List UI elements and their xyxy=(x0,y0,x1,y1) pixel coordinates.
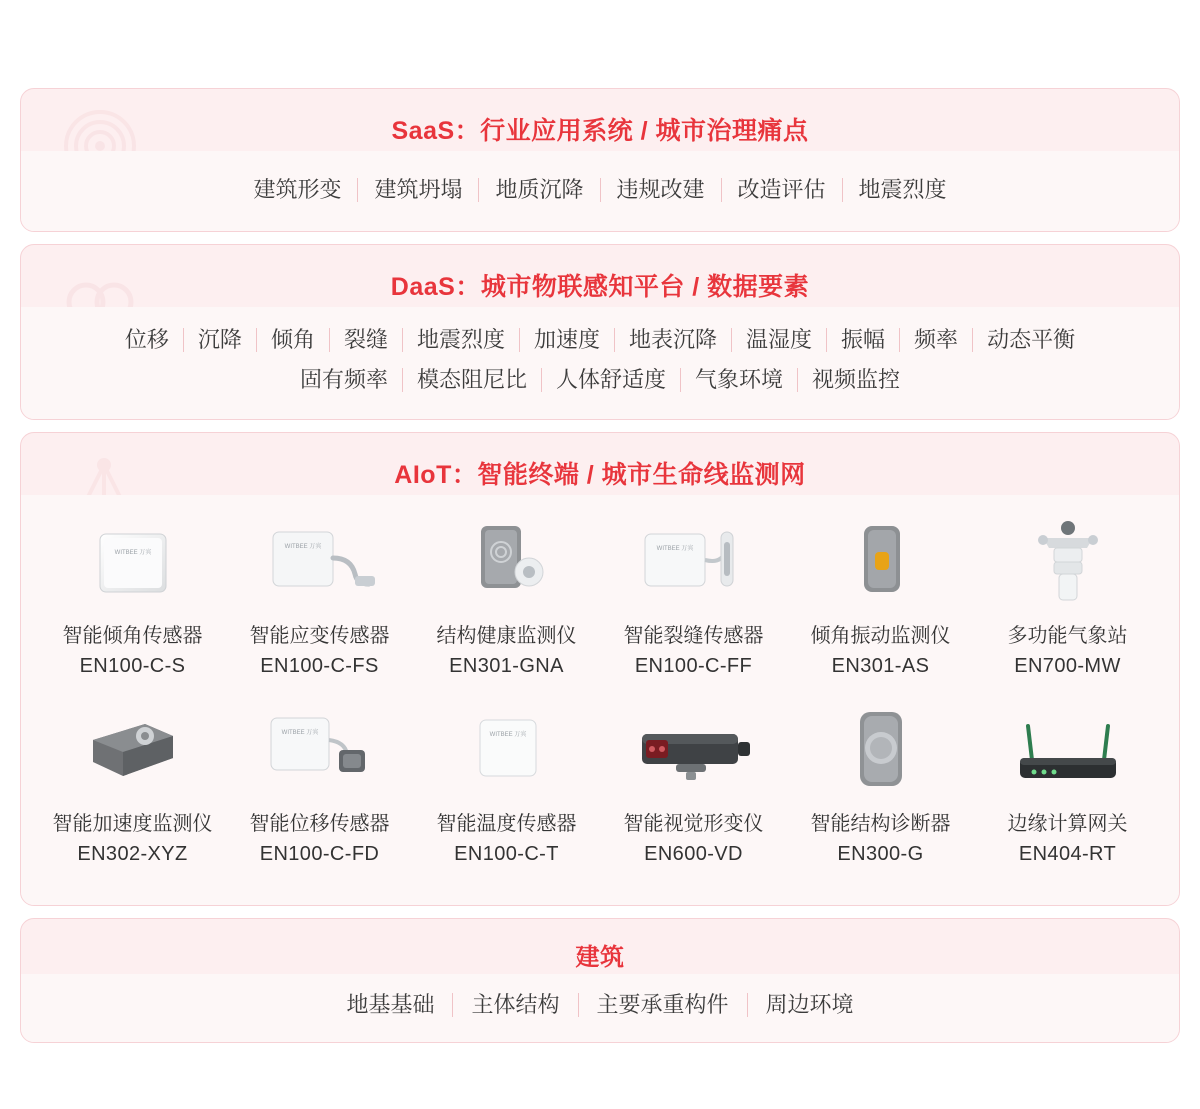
saas-title xyxy=(21,89,1179,151)
daas-tag: 频率 xyxy=(914,327,959,352)
svg-text:WITBEE 万宾: WITBEE 万宾 xyxy=(656,546,693,552)
saas-title-prefix: SaaS： xyxy=(391,117,481,145)
saas-tag-row xyxy=(21,153,1179,231)
crack-sensor-icon xyxy=(619,515,769,611)
daas-tag: 加速度 xyxy=(533,327,600,352)
device-card[interactable] xyxy=(974,697,1161,879)
device-name: 智能视觉形变仪 xyxy=(623,813,764,835)
aiot-title-prefix: AIoT： xyxy=(394,461,478,489)
saas-body xyxy=(21,151,1179,231)
building-layer-card xyxy=(20,918,1180,1043)
device-name: 倾角振动监测仪 xyxy=(810,625,951,647)
svg-text:WITBEE 万宾: WITBEE 万宾 xyxy=(284,544,321,550)
daas-tag: 固有频率 xyxy=(299,367,388,392)
daas-tag: 模态阻尼比 xyxy=(416,367,527,392)
svg-text:WITBEE 万宾: WITBEE 万宾 xyxy=(114,550,151,556)
device-card[interactable] xyxy=(39,509,226,691)
device-model: EN100-C-FS xyxy=(260,655,379,677)
device-name: 结构健康监测仪 xyxy=(436,625,577,647)
saas-tag: 建筑形变 xyxy=(253,177,342,202)
device-card[interactable] xyxy=(413,509,600,691)
saas-tag: 地震烈度 xyxy=(858,177,947,202)
daas-tag: 裂缝 xyxy=(343,327,388,352)
aiot-title xyxy=(21,433,1179,495)
daas-tag: 动态平衡 xyxy=(987,327,1076,352)
device-name: 多功能气象站 xyxy=(1007,625,1128,647)
device-name: 智能应变传感器 xyxy=(249,625,390,647)
daas-title-prefix: DaaS： xyxy=(390,273,481,301)
device-model: EN300-G xyxy=(837,843,924,865)
svg-text:WITBEE 万宾: WITBEE 万宾 xyxy=(489,732,526,738)
device-card[interactable] xyxy=(787,697,974,879)
daas-body xyxy=(21,307,1179,419)
building-tag: 地基基础 xyxy=(346,992,435,1017)
weather-station-icon xyxy=(993,515,1143,611)
daas-tag: 温湿度 xyxy=(746,327,813,352)
device-model: EN302-XYZ xyxy=(77,843,188,865)
daas-tag: 气象环境 xyxy=(695,367,784,392)
daas-tag: 地震烈度 xyxy=(416,327,505,352)
displacement-sensor-icon xyxy=(245,703,395,799)
daas-tag: 地表沉降 xyxy=(629,327,718,352)
device-name: 智能位移传感器 xyxy=(249,813,390,835)
device-name: 智能倾角传感器 xyxy=(62,625,203,647)
daas-tag-row-1 xyxy=(21,307,1179,361)
device-card[interactable] xyxy=(413,697,600,879)
daas-tag: 倾角 xyxy=(270,327,315,352)
daas-tag: 位移 xyxy=(124,327,169,352)
vision-deformation-camera-icon xyxy=(619,703,769,799)
daas-tag: 沉降 xyxy=(197,327,242,352)
device-model: EN700-MW xyxy=(1014,655,1121,677)
device-grid xyxy=(21,495,1179,905)
device-model: EN301-AS xyxy=(831,655,930,677)
strain-sensor-icon xyxy=(245,515,395,611)
saas-tag: 改造评估 xyxy=(737,177,826,202)
device-card[interactable] xyxy=(39,697,226,879)
device-name: 智能加速度监测仪 xyxy=(52,813,213,835)
building-tag: 主体结构 xyxy=(471,992,560,1017)
saas-layer-card xyxy=(20,88,1180,232)
daas-layer-card xyxy=(20,244,1180,420)
daas-tag-row-2 xyxy=(21,361,1179,419)
vibration-monitor-icon xyxy=(806,515,956,611)
aiot-layer-card xyxy=(20,432,1180,906)
device-name: 智能结构诊断器 xyxy=(810,813,951,835)
device-card[interactable] xyxy=(600,697,787,879)
device-model: EN404-RT xyxy=(1018,843,1117,865)
daas-tag: 振幅 xyxy=(841,327,886,352)
device-name: 边缘计算网关 xyxy=(1007,813,1128,835)
aiot-title-main: 智能终端 / 城市生命线监测网 xyxy=(477,461,806,489)
daas-title xyxy=(21,245,1179,307)
saas-title-main: 行业应用系统 / 城市治理痛点 xyxy=(480,117,809,145)
device-name: 智能裂缝传感器 xyxy=(623,625,764,647)
structure-diagnoser-icon xyxy=(806,703,956,799)
device-model: EN100-C-T xyxy=(454,843,559,865)
device-name: 智能温度传感器 xyxy=(436,813,577,835)
device-model: EN100-C-FF xyxy=(634,655,753,677)
saas-tag: 地质沉降 xyxy=(495,177,584,202)
device-card[interactable] xyxy=(787,509,974,691)
temperature-sensor-icon xyxy=(432,703,582,799)
edge-gateway-icon xyxy=(993,703,1143,799)
tilt-sensor-icon xyxy=(58,515,208,611)
structural-health-monitor-icon xyxy=(432,515,582,611)
saas-tag: 违规改建 xyxy=(616,177,705,202)
building-tag: 主要承重构件 xyxy=(596,992,729,1017)
building-title: 建筑 xyxy=(575,944,625,971)
device-card[interactable] xyxy=(600,509,787,691)
device-card[interactable] xyxy=(226,697,413,879)
svg-text:WITBEE 万宾: WITBEE 万宾 xyxy=(281,730,318,736)
accelerometer-icon xyxy=(58,703,208,799)
daas-title-main: 城市物联感知平台 / 数据要素 xyxy=(480,273,810,301)
device-card[interactable] xyxy=(974,509,1161,691)
aiot-body xyxy=(21,495,1179,905)
device-model: EN100-C-FD xyxy=(259,843,380,865)
device-model: EN100-C-S xyxy=(79,655,186,677)
saas-tag: 建筑坍塌 xyxy=(374,177,463,202)
daas-tag: 人体舒适度 xyxy=(555,367,666,392)
building-tag: 周边环境 xyxy=(765,992,854,1017)
building-body xyxy=(21,974,1179,1042)
building-tag-row xyxy=(21,974,1179,1042)
device-model: EN301-GNA xyxy=(449,655,564,677)
daas-tag: 视频监控 xyxy=(812,367,901,392)
device-card[interactable] xyxy=(226,509,413,691)
device-model: EN600-VD xyxy=(644,843,743,865)
